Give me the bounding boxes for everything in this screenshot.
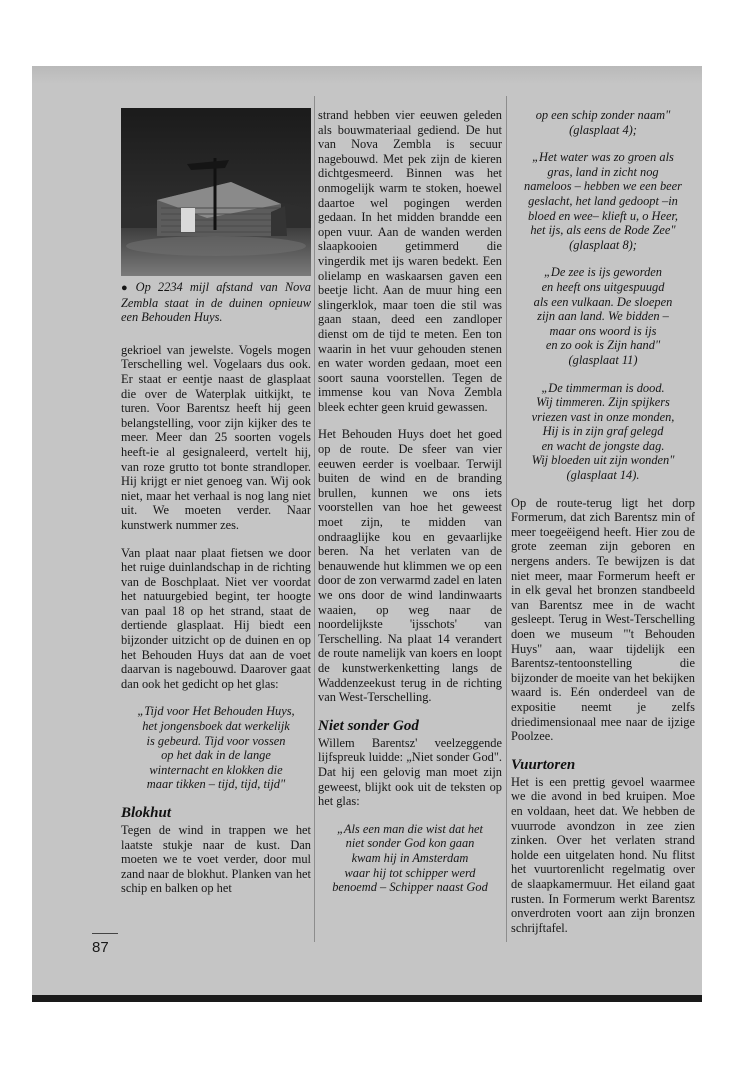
heading-blokhut: Blokhut xyxy=(121,805,172,821)
photo-caption: ● Op 2234 mijl afstand van Nova Zembla staat in de duinen opnieuw een Behouden Huys. xyxy=(121,280,311,325)
col1-paragraph-2: Van plaat naar plaat fietsen we door het ruige duinlandschap in de richting van de Boschplaat. Niet ver voordat het natuurgebied begint, ter hoogte van paal 18 op het strand, staat de dertiende glasplaat. Hij biedt een bijzonder uitzicht op de duinen en op het Behouden Huys dat aan de voet daarvan is nagebouwd. Daarover gaat dan ook het gedicht op het glas: xyxy=(121,545,311,691)
heading-vuurtoren: Vuurtoren xyxy=(511,756,576,773)
column-rule-1 xyxy=(314,96,315,942)
col1-paragraph-3: Tegen de wind in trappen we het laatste stukje naar de kust. Dan moeten we te voet verder, door mul zand naar de blokhut. Planken van het schip en balken op het xyxy=(121,823,311,896)
col2-paragraph-1: strand hebben vier eeuwen geleden als bouwmateriaal gediend. De hut van Nova Zembla is secuur nagebouwd. Met pek zijn de kieren dichtgesmeerd. Binnen was het onmogelijk warm te stoken, hoewel daartoe wel pogingen werden gedaan. In het midden brandde een open vuur. Aan de wanden werden slaapkooien getimmerd die vingerdik met ijs waren bedekt. Een olielamp en waskaarsen gaven een beetje licht. Aan de muur hing een slingerklok, maar toen die stil was gaan staan, deed een zandloper dienst om de tijd te meten. Een ton waarin in het vuur gehouden stenen en water worden gedaan, moet een soort sauna voorstellen. Tegen de immense kou van Nova Zembla bleek echter geen kruid gewassen. xyxy=(318,108,502,414)
folio-rule xyxy=(92,933,118,934)
col3-poem-2: „Het water was zo groen als gras, land in zicht nog nameloos – hebben we een beer geslacht, het land gedoopt –in bloed en wee– klieft u, o Heer, het ijs, als eens de Rode Zee" (glasplaat 8); xyxy=(524,150,682,252)
col1-paragraph-1: gekrioel van jewelste. Vogels mogen Terschelling wel. Vogelaars dus ook. Er staat er eentje naast de glasplaat die over de Waterplak uitkijkt, te turen. Voor Barentsz heeft hij geen belangstelling, voor zijn kijker des te meer. Meer dan 25 soorten vogels heeft-ie al gesignaleerd, vertelt hij, van roze grutto tot bonte strandloper. Hij krijgt er niet genoeg van. Wij ook niet, maar het verhaal is nog lang niet uit. We moeten verder. Naar kunstwerk nummer zes. xyxy=(121,342,311,532)
bullet-icon: ● xyxy=(121,282,132,294)
col3-poem-3: „De zee is ijs geworden en heeft ons uitgespuugd als een vulkaan. De sloepen zijn aan land. We bidden – maar ons woord is ijs en zo ook is Zijn hand" (glasplaat 11) xyxy=(533,265,673,367)
col1-poem: „Tijd voor Het Behouden Huys, het jongensboek dat werkelijk is gebeurd. Tijd voor vossen op het dak in de lange winternacht en klokken die maar tikken – tijd, tijd, tijd" xyxy=(137,704,295,792)
column-2 xyxy=(318,108,502,908)
scan-bottom-edge xyxy=(32,995,702,1002)
col3-paragraph-2: Het is een prettig gevoel waarmee we die avond in bed kruipen. Moe en voldaan, heet dat. We hebben de vuurrode avondzon in zee zien zinken. Over het verlaten strand holde een uitgelaten hond. Nu flitst het vuurtorenlicht regelmatig over de slaapkamermuur. Het eiland gaat rusten. In Formerum werkt Barentsz onverdroten voort aan zijn bronzen schrijftafel. xyxy=(511,774,695,935)
page-number: 87 xyxy=(92,939,109,956)
col2-paragraph-3: Willem Barentsz' veelzeggende lijfspreuk luidde: „Niet sonder God". Dat hij een gelovig man moet zijn geweest, blijkt ook uit de teksten op het glas: xyxy=(318,735,502,809)
behouden-huys-photo-image xyxy=(121,108,311,276)
col3-poem-4: „De timmerman is dood. Wij timmeren. Zijn spijkers vriezen vast in onze monden, Hij is in zijn graf gelegd en wacht de jongste dag. Wij bloeden uit zijn wonden" (glasplaat 14). xyxy=(531,380,675,483)
col2-paragraph-2: Het Behouden Huys doet het goed op de route. De sfeer van vier eeuwen eerder is voelbaar. Terwijl buiten de wind en de branding brullen, kunnen we ons iets voorstellen van hoe het geweest moet zijn, te midden van ondraaglijke kou en gevaarlijke beren. Na het verlaten van de benauwende hut klimmen we op een door de zon verwarmd zadel en laten we ons door de wind landinwaarts waaien, op weg naar de noordelijkste 'ijsschots' van Terschelling. Na plaat 14 verandert de route namelijk van koers en loopt de kunstwerkenketting langs de Waddenzeekust terug in de richting van West-Terschelling. xyxy=(318,427,502,705)
col2-poem: „Als een man die wist dat het niet sonder God kon gaan kwam hij in Amsterdam waar hij tot schipper werd benoemd – Schipper naast God xyxy=(332,821,488,895)
col3-paragraph-1: Op de route-terug ligt het dorp Formerum, dat zich Barentsz min of meer toegeëigend heeft. Hier zou de grote zeeman zijn geboren en nergens anders. Te bewijzen is dat niet meer, maar Formerum heeft er in elk geval het bronzen standbeeld van Barentsz mee in de wacht gesleept. Terug in West-Terschelling doen we museum "'t Behouden Huys" aan, waar tijdelijk een Barentsz-tentoonstelling die bijzonder de moeite van het bekijken waard is. Eén onderdeel van de expositie neemt je zelfs driedimensionaal mee naar de ijzige Poolzee. xyxy=(511,495,695,744)
column-rule-2 xyxy=(506,96,507,942)
column-3 xyxy=(511,108,695,935)
hut-photo xyxy=(121,108,311,276)
col3-poem-1: op een schip zonder naam" (glasplaat 4); xyxy=(535,108,671,137)
column-1 xyxy=(121,108,311,896)
scan-top-edge xyxy=(32,66,702,84)
heading-niet-sonder-god: Niet sonder God xyxy=(318,717,419,734)
